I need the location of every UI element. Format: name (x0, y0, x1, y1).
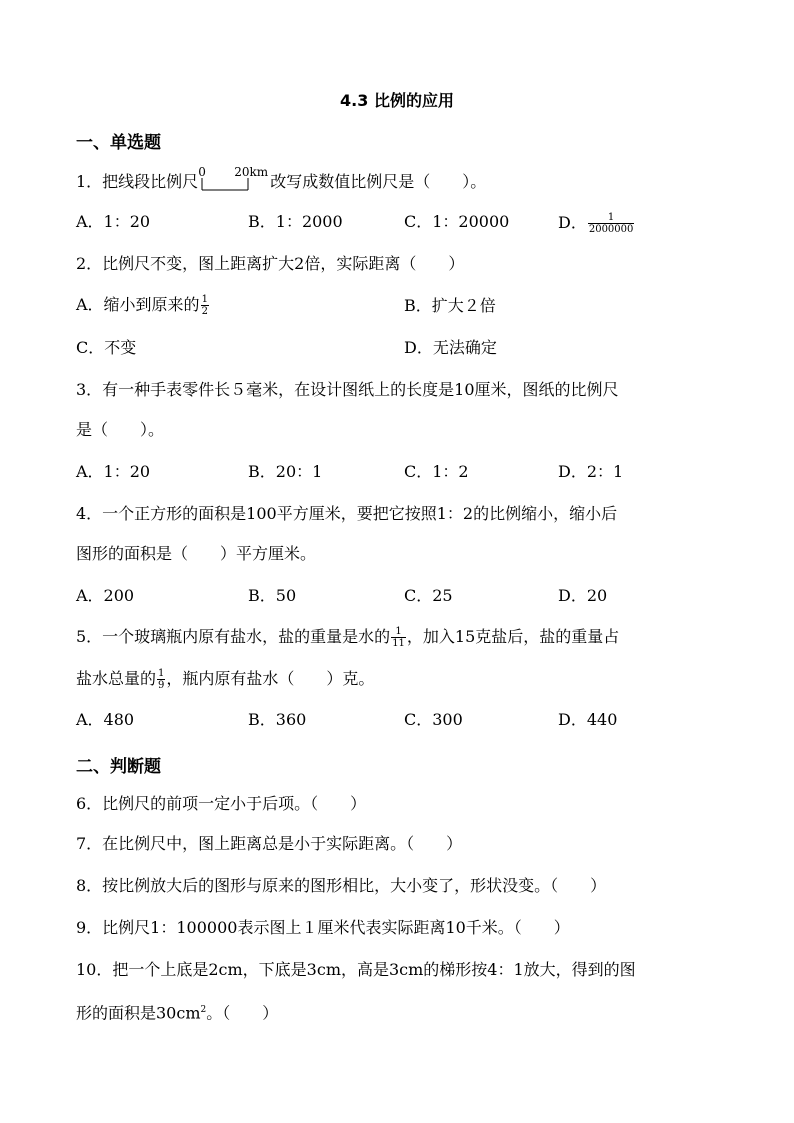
question-5-text-a: 5．一个玻璃瓶内原有盐水，盐的重量是水的 (76, 627, 391, 646)
question-1-prefix: 1．把线段比例尺 (76, 172, 199, 191)
q4-option-c[interactable]: C．25 (404, 586, 453, 605)
q2-option-a[interactable] (76, 294, 210, 317)
q5-option-d[interactable]: D．440 (558, 710, 618, 729)
q4-option-b[interactable]: B．50 (248, 586, 297, 605)
q1-option-a[interactable]: A．1：20 (76, 212, 151, 231)
section-heading-single-choice: 一、单选题 (76, 133, 161, 153)
question-5-line-1 (76, 626, 619, 649)
question-5-text-c: 盐水总量的 (76, 669, 157, 688)
q2-option-a-fraction (201, 294, 209, 317)
question-10-line-2 (76, 1000, 278, 1023)
question-10-text-b: 。（ ） (206, 1003, 279, 1023)
scale-bar-line (198, 170, 270, 192)
q2-option-c[interactable]: C．不变 (76, 338, 137, 357)
question-10-line-1: 10．把一个上底是2cm，下底是3cm，高是3cm的梯形按4：1放大，得到的图 (76, 960, 636, 979)
q2-option-d[interactable]: D．无法确定 (404, 338, 497, 357)
question-3-line-2: 是（ ）。 (76, 420, 165, 439)
question-4-line-1: 4．一个正方形的面积是100平方厘米，要把它按照1：2的比例缩小，缩小后 (76, 504, 618, 523)
question-8: 8．按比例放大后的图形与原来的图形相比，大小变了，形状没变。（ ） (76, 876, 607, 895)
square-superscript: 2 (200, 1005, 207, 1015)
q3-option-b[interactable]: B．20：1 (248, 462, 323, 481)
q5-option-b[interactable]: B．360 (248, 710, 307, 729)
question-9: 9．比例尺1：100000表示图上１厘米代表实际距离10千米。（ ） (76, 918, 570, 937)
fraction-numerator: 1 (201, 294, 208, 305)
section-heading-true-false: 二、判断题 (76, 757, 161, 777)
q3-option-d[interactable]: D．2：1 (558, 462, 624, 481)
question-10-text-a: 形的面积是30cm (76, 1003, 201, 1023)
q4-option-d[interactable]: D．20 (558, 586, 608, 605)
question-5-text-d: ，瓶内原有盐水（ ）克。 (166, 669, 375, 688)
fraction-numerator: 1 (395, 626, 402, 637)
q1-option-d-fraction (588, 212, 635, 235)
fraction-numerator: 1 (158, 668, 165, 679)
question-5-line-2 (76, 668, 374, 691)
scale-bar-zero-label: 0 (198, 165, 206, 179)
line-scale-bar (198, 165, 270, 192)
q5-option-a[interactable]: A．480 (76, 710, 135, 729)
q4-option-a[interactable]: A．200 (76, 586, 135, 605)
question-1 (76, 165, 487, 192)
scale-bar-km-label: 20km (234, 165, 269, 179)
q3-option-a[interactable]: A．1：20 (76, 462, 151, 481)
question-1-suffix: 改写成数值比例尺是（ ）。 (270, 172, 487, 191)
q5-fraction-salt-total (157, 668, 165, 691)
question-5-text-b: ，加入15克盐后，盐的重量占 (406, 627, 620, 646)
q5-option-c[interactable]: C．300 (404, 710, 463, 729)
q2-option-b[interactable]: B．扩大２倍 (404, 296, 496, 315)
fraction-denominator: 2 (201, 306, 208, 317)
fraction-numerator: 1 (607, 212, 615, 223)
q1-option-d[interactable] (558, 212, 635, 235)
page-title: 4.3 比例的应用 (340, 91, 454, 110)
question-6: 6．比例尺的前项一定小于后项。（ ） (76, 794, 367, 813)
fraction-denominator: 9 (158, 680, 165, 691)
fraction-denominator: 2000000 (588, 224, 634, 235)
question-7: 7．在比例尺中，图上距离总是小于实际距离。（ ） (76, 834, 463, 853)
q5-fraction-salt-water (391, 626, 406, 649)
q3-option-c[interactable]: C．1：2 (404, 462, 469, 481)
q1-option-c[interactable]: C．1：20000 (404, 212, 510, 231)
q1-option-d-label: D． (558, 213, 587, 232)
q1-option-b[interactable]: B．1：2000 (248, 212, 343, 231)
q2-option-a-label: A．缩小到原来的 (76, 295, 200, 314)
question-4-line-2: 图形的面积是（ ）平方厘米。 (76, 544, 317, 563)
question-2: 2．比例尺不变，图上距离扩大2倍，实际距离（ ） (76, 254, 465, 273)
question-3-line-1: 3．有一种手表零件长５毫米，在设计图纸上的长度是10厘米，图纸的比例尺 (76, 380, 619, 399)
fraction-denominator: 11 (392, 638, 405, 649)
